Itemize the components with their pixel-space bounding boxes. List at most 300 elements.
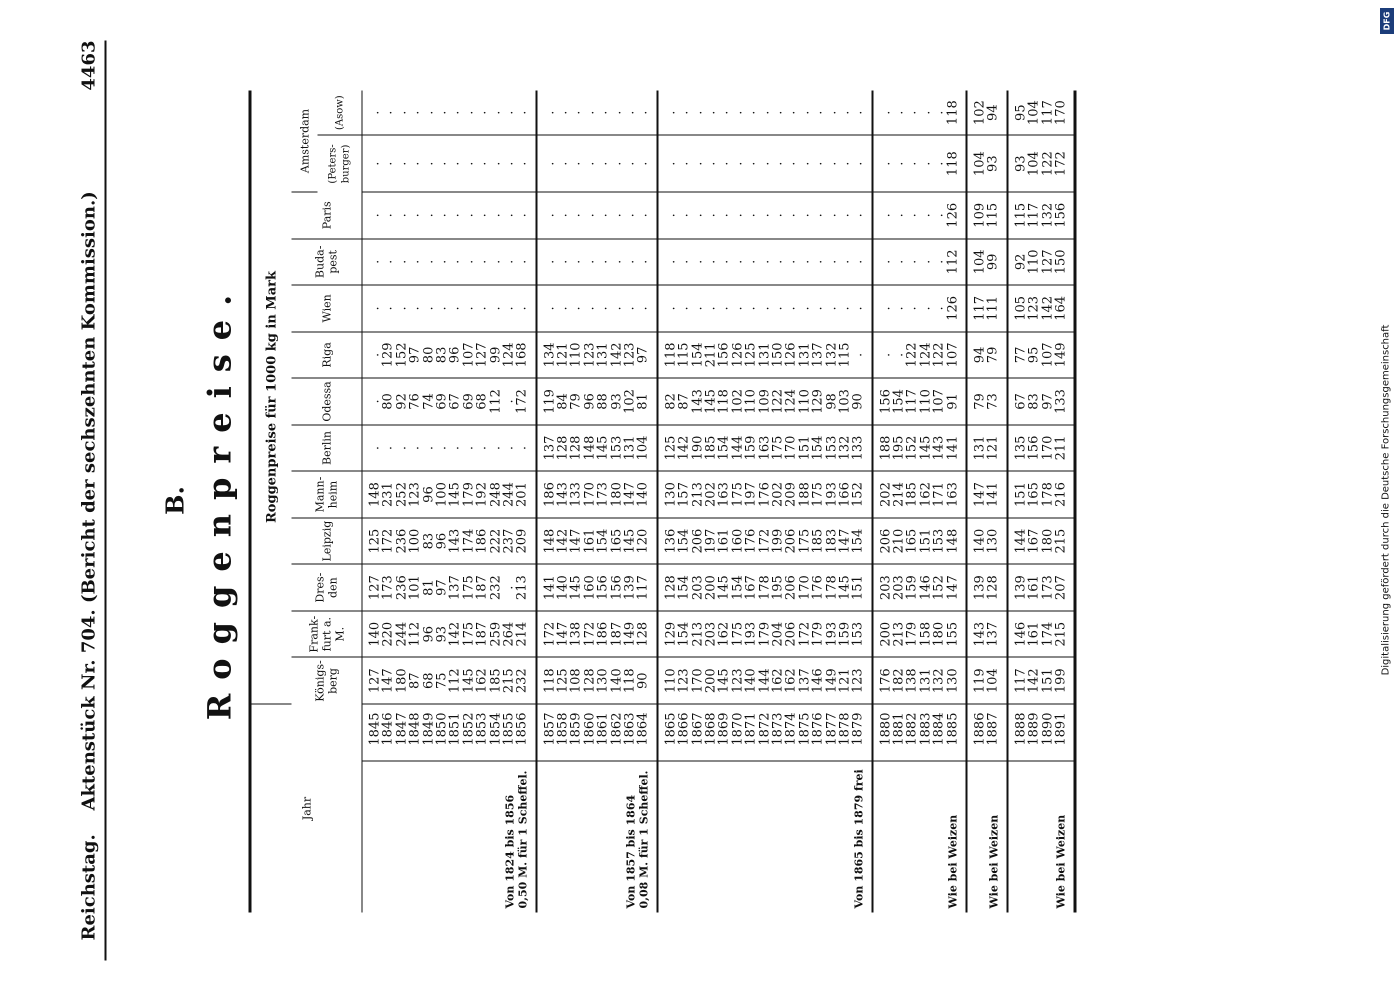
price-value: 105 xyxy=(1012,295,1028,321)
price-value: 142 xyxy=(1039,295,1055,321)
price-value: . xyxy=(850,212,866,217)
price-value: . xyxy=(716,161,732,166)
price-value: 95 xyxy=(1012,103,1028,121)
price-value: 199 xyxy=(769,528,785,554)
price-value: 123 xyxy=(850,667,866,693)
price-column-cell xyxy=(1007,285,1075,332)
price-value: . xyxy=(769,259,785,264)
year-label: 1867 xyxy=(689,712,705,746)
price-value: 180 xyxy=(393,667,409,693)
price-column-cell xyxy=(872,610,966,657)
price-value: . xyxy=(676,161,692,166)
col-header-9: Buda-pest xyxy=(291,238,362,285)
price-value: . xyxy=(877,352,893,357)
price-value: 187 xyxy=(474,621,490,647)
price-value: 129 xyxy=(810,388,826,414)
price-value: . xyxy=(729,161,745,166)
price-value: . xyxy=(568,110,584,115)
price-value: 96 xyxy=(433,532,449,549)
price-value: 134 xyxy=(541,342,557,367)
price-value: . xyxy=(783,305,799,310)
price-value: 110 xyxy=(1026,248,1042,274)
price-column-cell xyxy=(872,192,966,239)
price-value: 118 xyxy=(944,99,960,125)
price-column-cell xyxy=(966,135,1007,192)
price-value: 67 xyxy=(1012,392,1028,410)
price-value: 173 xyxy=(595,481,611,507)
year-label: 1880 xyxy=(877,712,893,746)
col-header-7: Riga xyxy=(291,331,362,378)
price-column-cell xyxy=(362,238,536,285)
price-value: . xyxy=(581,212,597,217)
price-value: 172 xyxy=(1052,150,1068,176)
price-value: 115 xyxy=(836,342,852,367)
price-value: . xyxy=(541,161,557,166)
price-value: . xyxy=(460,445,476,450)
price-value: . xyxy=(931,110,947,115)
price-value: 155 xyxy=(944,621,960,647)
price-value: 102 xyxy=(972,99,988,125)
price-value: . xyxy=(555,110,571,115)
price-value: 92 xyxy=(393,392,409,410)
period-group xyxy=(872,90,966,912)
price-value: . xyxy=(447,259,463,264)
price-value: 172 xyxy=(756,528,772,554)
price-column-cell xyxy=(536,564,657,611)
price-value: . xyxy=(407,110,423,115)
price-value: 110 xyxy=(568,342,584,367)
price-value: 211 xyxy=(1052,435,1068,460)
price-column-cell xyxy=(657,378,872,425)
price-value: 192 xyxy=(474,481,490,507)
price-value: 145 xyxy=(622,528,638,554)
price-value: . xyxy=(836,110,852,115)
price-value: . xyxy=(810,161,826,166)
price-value: 153 xyxy=(931,528,947,554)
price-value: . xyxy=(555,305,571,310)
price-value: . xyxy=(487,161,503,166)
price-value: . xyxy=(420,161,436,166)
price-value: 170 xyxy=(581,481,597,507)
price-value: . xyxy=(877,110,893,115)
price-value: 112 xyxy=(944,248,960,274)
price-value: 137 xyxy=(447,574,463,600)
price-column-cell xyxy=(872,517,966,564)
price-value: 174 xyxy=(460,528,476,554)
price-value: 172 xyxy=(514,388,530,414)
price-value: . xyxy=(622,305,638,310)
price-column-cell xyxy=(1007,471,1075,518)
year-label: 1889 xyxy=(1026,712,1042,746)
price-value: 137 xyxy=(810,342,826,367)
price-column-cell xyxy=(362,378,536,425)
price-column-cell xyxy=(872,90,966,135)
price-value: 127 xyxy=(474,342,490,367)
section-letter: B. xyxy=(160,485,189,515)
price-value: 98 xyxy=(823,392,839,410)
price-column-cell xyxy=(872,564,966,611)
price-value: 102 xyxy=(729,388,745,414)
year-label: 1878 xyxy=(836,712,852,746)
price-value: . xyxy=(917,110,933,115)
price-column-cell xyxy=(362,192,536,239)
price-value: . xyxy=(367,398,382,404)
price-value: 174 xyxy=(1039,621,1055,647)
price-value: 213 xyxy=(689,621,705,647)
price-value: 131 xyxy=(796,342,812,367)
price-value: 91 xyxy=(944,392,960,410)
price-value: . xyxy=(407,259,423,264)
price-value: 80 xyxy=(420,346,436,363)
year-label: 1890 xyxy=(1039,712,1055,746)
price-value: . xyxy=(595,212,611,217)
price-value: 126 xyxy=(783,342,799,367)
price-column-cell xyxy=(362,331,536,378)
price-value: 145 xyxy=(595,435,611,460)
price-value: 110 xyxy=(796,388,812,414)
price-value: . xyxy=(917,212,933,217)
price-value: 142 xyxy=(555,528,571,554)
price-value: 150 xyxy=(769,342,785,367)
price-value: . xyxy=(850,161,866,166)
year-label: 1855 xyxy=(500,712,516,746)
price-value: 119 xyxy=(541,388,557,414)
price-value: 206 xyxy=(783,621,799,647)
price-value: 117 xyxy=(904,388,920,414)
year-cell xyxy=(657,704,872,761)
year-label: 1852 xyxy=(460,712,476,746)
price-value: . xyxy=(743,259,759,264)
price-value: 172 xyxy=(796,621,812,647)
price-value: . xyxy=(931,305,947,310)
price-value: 154 xyxy=(676,528,692,554)
year-cell xyxy=(536,704,657,761)
price-value: 211 xyxy=(702,342,718,367)
price-value: 203 xyxy=(702,621,718,647)
price-value: . xyxy=(917,161,933,166)
price-value: . xyxy=(716,259,732,264)
price-value: . xyxy=(877,305,893,310)
price-value: . xyxy=(393,161,409,166)
price-value: 139 xyxy=(622,574,638,600)
year-label: 1864 xyxy=(635,712,651,746)
year-label: 1860 xyxy=(581,712,597,746)
price-column-cell xyxy=(966,90,1007,135)
price-value: . xyxy=(635,161,651,166)
price-value: 172 xyxy=(541,621,557,647)
price-value: 185 xyxy=(810,528,826,554)
price-value: 147 xyxy=(555,621,571,647)
amsterdam-sub-0: (Peters-burger) xyxy=(327,143,351,184)
price-value: 128 xyxy=(581,667,597,693)
price-value: . xyxy=(420,445,436,450)
year-label: 1868 xyxy=(702,712,718,746)
price-column-cell xyxy=(657,331,872,378)
price-value: . xyxy=(541,259,557,264)
price-value: 73 xyxy=(985,392,1001,410)
price-value: 93 xyxy=(433,625,449,642)
price-value: 95 xyxy=(1026,346,1042,363)
price-value: 96 xyxy=(420,485,436,503)
price-value: . xyxy=(729,110,745,115)
price-column-cell xyxy=(362,657,536,704)
price-value: 126 xyxy=(729,342,745,367)
price-value: 237 xyxy=(500,528,516,554)
price-value: 180 xyxy=(1039,528,1055,554)
price-value: . xyxy=(689,212,705,217)
price-value: 159 xyxy=(836,621,852,647)
price-value: 215 xyxy=(500,667,516,693)
price-value: . xyxy=(850,110,866,115)
price-value: . xyxy=(367,110,382,115)
price-value: 244 xyxy=(500,481,516,507)
price-value: . xyxy=(393,259,409,264)
price-value: . xyxy=(367,161,382,166)
year-label: 1866 xyxy=(676,712,692,746)
price-column-cell xyxy=(536,285,657,332)
period-row xyxy=(1007,90,1075,912)
year-label: 1858 xyxy=(555,712,571,746)
price-value: 69 xyxy=(460,392,476,410)
col-header-2: Dres-den xyxy=(291,564,362,611)
price-value: 188 xyxy=(877,435,893,460)
price-value: . xyxy=(380,445,396,450)
period-group xyxy=(536,90,657,912)
price-value: . xyxy=(447,110,463,115)
price-column-cell xyxy=(657,517,872,564)
price-value: 152 xyxy=(904,435,920,460)
price-value: . xyxy=(541,110,557,115)
price-value: 154 xyxy=(676,621,692,647)
price-value: . xyxy=(702,212,718,217)
price-value: 151 xyxy=(917,528,933,554)
price-value: 97 xyxy=(635,346,651,363)
price-value: 104 xyxy=(635,435,651,460)
price-value: 151 xyxy=(1039,667,1055,693)
price-value: 156 xyxy=(595,574,611,600)
price-value: 197 xyxy=(743,481,759,507)
price-value: 94 xyxy=(972,346,988,363)
period-group xyxy=(362,90,536,912)
amsterdam-header: Amsterdam xyxy=(291,90,317,192)
price-value: 127 xyxy=(1039,248,1055,274)
price-value: 119 xyxy=(972,667,988,693)
price-value: . xyxy=(460,161,476,166)
price-value: 104 xyxy=(985,667,1001,693)
price-column-cell xyxy=(362,90,536,135)
price-value: . xyxy=(810,212,826,217)
price-value: . xyxy=(474,305,490,310)
price-value: 232 xyxy=(514,667,530,693)
price-column-cell xyxy=(362,564,536,611)
price-value: 170 xyxy=(689,667,705,693)
price-column-cell xyxy=(1007,192,1075,239)
price-value: 200 xyxy=(702,667,718,693)
price-value: 176 xyxy=(743,528,759,554)
price-value: 83 xyxy=(1026,392,1042,410)
price-value: 151 xyxy=(796,435,812,460)
price-value: . xyxy=(743,161,759,166)
price-value: 128 xyxy=(555,435,571,460)
price-value: 178 xyxy=(823,574,839,600)
price-value: . xyxy=(433,212,449,217)
price-value: 123 xyxy=(407,481,423,507)
price-value: 100 xyxy=(433,481,449,507)
price-value: 144 xyxy=(1012,528,1028,554)
price-column-cell xyxy=(872,331,966,378)
price-value: 152 xyxy=(931,574,947,600)
price-value: . xyxy=(904,212,920,217)
price-column-cell xyxy=(362,471,536,518)
price-value: 154 xyxy=(595,528,611,554)
price-value: 130 xyxy=(595,667,611,693)
price-value: . xyxy=(891,352,907,357)
price-value: 152 xyxy=(850,481,866,507)
price-value: 132 xyxy=(836,435,852,460)
price-value: 149 xyxy=(823,667,839,693)
price-value: 203 xyxy=(891,574,907,600)
price-value: 145 xyxy=(568,574,584,600)
price-value: . xyxy=(756,305,772,310)
year-label: 1875 xyxy=(796,712,812,746)
price-value: . xyxy=(743,110,759,115)
price-column-cell xyxy=(536,90,657,135)
price-value: . xyxy=(662,110,678,115)
price-table xyxy=(248,90,1076,912)
year-label: 1861 xyxy=(595,712,611,746)
year-label: 1847 xyxy=(393,712,409,746)
price-value: . xyxy=(836,305,852,310)
price-value: 167 xyxy=(743,574,759,600)
period-row xyxy=(362,90,536,912)
price-value: . xyxy=(367,352,382,357)
price-value: 200 xyxy=(702,574,718,600)
price-value: 97 xyxy=(433,578,449,596)
price-value: 123 xyxy=(581,342,597,367)
price-value: 117 xyxy=(1012,667,1028,693)
price-value: . xyxy=(850,305,866,310)
price-value: . xyxy=(581,161,597,166)
price-value: 141 xyxy=(944,435,960,460)
price-value: . xyxy=(783,161,799,166)
price-value: 112 xyxy=(447,667,463,693)
price-value: 232 xyxy=(487,574,503,600)
price-column-cell xyxy=(966,424,1007,471)
year-label: 1851 xyxy=(447,712,463,746)
price-value: 122 xyxy=(1039,150,1055,176)
price-value: 170 xyxy=(796,574,812,600)
price-value: 153 xyxy=(608,435,624,460)
year-cell xyxy=(872,704,966,761)
price-value: 130 xyxy=(985,528,1001,554)
price-column-cell xyxy=(966,517,1007,564)
period-group xyxy=(1007,90,1075,912)
price-value: 123 xyxy=(622,342,638,367)
price-value: . xyxy=(796,161,812,166)
price-value: . xyxy=(568,259,584,264)
price-value: 83 xyxy=(433,346,449,363)
price-value: . xyxy=(743,305,759,310)
price-value: . xyxy=(756,110,772,115)
price-value: 87 xyxy=(407,671,423,689)
price-value: 124 xyxy=(500,342,516,367)
price-column-cell xyxy=(1007,135,1075,192)
price-value: 236 xyxy=(393,574,409,600)
price-value: . xyxy=(447,212,463,217)
price-value: 118 xyxy=(622,667,638,693)
price-value: 107 xyxy=(944,342,960,367)
price-value: 123 xyxy=(729,667,745,693)
price-value: . xyxy=(850,259,866,264)
price-value: 193 xyxy=(823,621,839,647)
price-value: 109 xyxy=(972,202,988,228)
price-value: . xyxy=(474,445,490,450)
price-value: . xyxy=(433,305,449,310)
price-value: 88 xyxy=(595,392,611,410)
price-value: . xyxy=(635,259,651,264)
price-value: . xyxy=(595,259,611,264)
price-column-cell xyxy=(872,424,966,471)
price-value: . xyxy=(891,305,907,310)
price-value: . xyxy=(474,212,490,217)
price-value: 175 xyxy=(729,621,745,647)
year-label: 1856 xyxy=(514,712,530,746)
price-value: . xyxy=(689,305,705,310)
price-value: 125 xyxy=(367,528,382,554)
price-value: 133 xyxy=(1052,388,1068,414)
price-value: . xyxy=(474,161,490,166)
price-value: 137 xyxy=(541,435,557,460)
price-value: . xyxy=(380,110,396,115)
price-column-cell xyxy=(872,471,966,518)
price-column-cell xyxy=(872,378,966,425)
price-value: 176 xyxy=(810,574,826,600)
price-value: . xyxy=(662,259,678,264)
price-value: 204 xyxy=(769,621,785,647)
price-value: 209 xyxy=(514,528,530,554)
price-value: 129 xyxy=(662,621,678,647)
year-label: 1854 xyxy=(487,712,503,746)
price-column-cell xyxy=(1007,238,1075,285)
price-value: . xyxy=(555,259,571,264)
price-value: . xyxy=(729,212,745,217)
price-value: 147 xyxy=(944,574,960,600)
price-value: 172 xyxy=(380,528,396,554)
price-value: . xyxy=(447,305,463,310)
price-column-cell xyxy=(657,238,872,285)
price-value: 165 xyxy=(904,528,920,554)
price-value: 142 xyxy=(608,342,624,367)
price-value: 161 xyxy=(716,528,732,554)
price-value: . xyxy=(756,212,772,217)
price-value: 80 xyxy=(380,392,396,410)
price-value: . xyxy=(769,305,785,310)
price-value: 93 xyxy=(1012,154,1028,172)
price-value: 152 xyxy=(393,342,409,367)
price-value: 115 xyxy=(985,202,1001,228)
price-value: . xyxy=(487,110,503,115)
price-value: 207 xyxy=(1052,574,1068,600)
span-header: Roggenpreise für 1000 kg in Mark xyxy=(250,90,292,704)
price-value: 108 xyxy=(568,667,584,693)
price-value: 148 xyxy=(541,528,557,554)
price-value: . xyxy=(783,212,799,217)
price-value: . xyxy=(823,212,839,217)
price-value: 122 xyxy=(769,388,785,414)
price-value: 99 xyxy=(985,253,1001,270)
price-value: . xyxy=(904,161,920,166)
price-value: 154 xyxy=(729,574,745,600)
